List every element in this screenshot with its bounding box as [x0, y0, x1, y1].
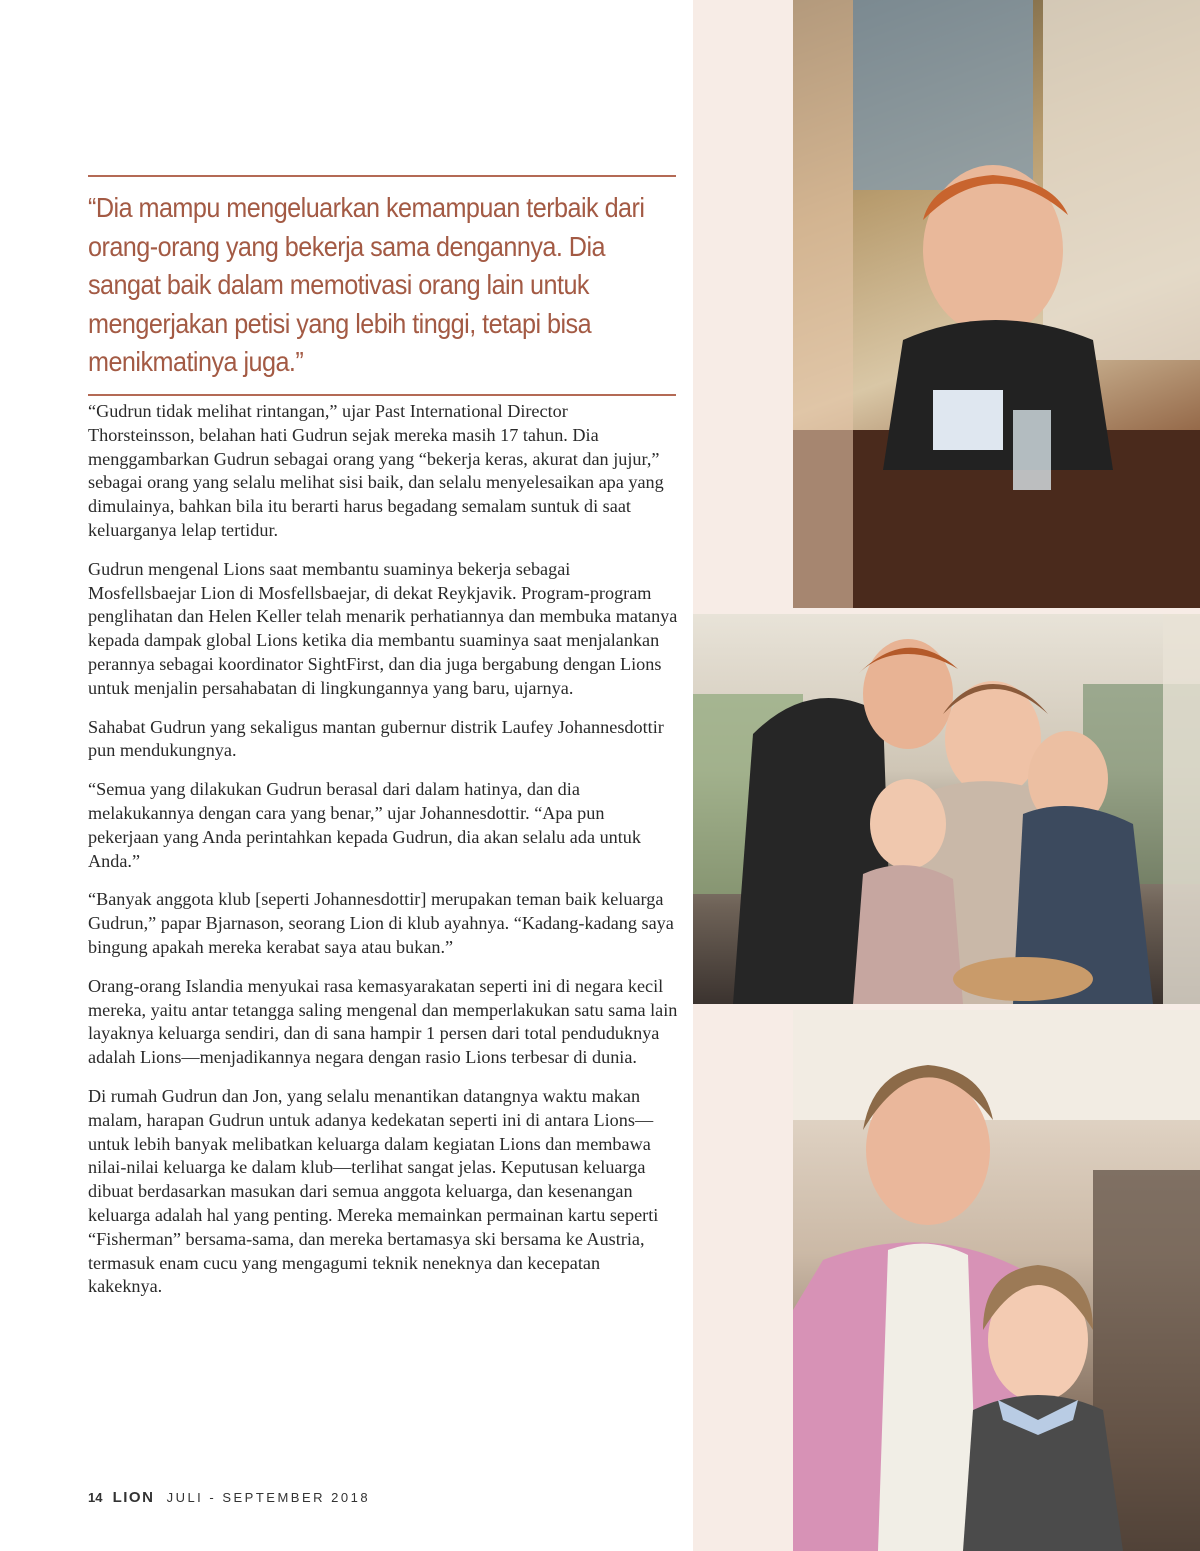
page-footer	[88, 1489, 370, 1506]
pull-quote-top-rule	[88, 175, 676, 177]
issue-date: JULI - SEPTEMBER 2018	[166, 1490, 371, 1505]
photo-woman-with-granddaughter	[793, 1010, 1200, 1551]
page-number: 14	[88, 1490, 103, 1505]
paragraph: Gudrun mengenal Lions saat membantu suaminya bekerja sebagai Mosfellsbaejar Lion di Mosfellsbaejar, di dekat Reykjavik. Program-program penglihatan dan Helen Keller telah menarik perhatiannya dan membuka matanya kepada dampak global Lions ketika dia membantu suaminya saat menjalankan perannya sebagai koordinator SightFirst, dan dia juga bergabung dengan Lions untuk menjalin persahabatan di lingkungannya yang baru, ujarnya.	[88, 558, 678, 698]
pull-quote-block	[88, 175, 676, 396]
paragraph: “Gudrun tidak melihat rintangan,” ujar Past International Director Thorsteinsson, belahan hati Gudrun sejak mereka masih 17 tahun. Dia menggambarkan Gudrun sebagai orang yang “bekerja keras, akurat dan jujur,” sebagai orang yang selalu melihat sisi baik, dan selalu menyelesaikan apa yang dimulainya, bahkan bila itu berarti harus begadang semalam suntuk di saat keluarganya lelap tertidur.	[88, 401, 664, 540]
pull-quote-bottom-rule	[88, 394, 676, 396]
paragraph: Orang-orang Islandia menyukai rasa kemasyarakatan seperti ini di negara kecil mereka, yaitu antar tetangga saling mengenal dan memperlakukan satu sama lain layaknya keluarga sendiri, dan di sana hampir 1 persen dari total penduduknya adalah Lions—menjadikannya negara dengan rasio Lions terbesar di dunia.	[88, 975, 678, 1068]
magazine-brand: LION	[112, 1489, 155, 1506]
paragraph: Di rumah Gudrun dan Jon, yang selalu menantikan datangnya waktu makan malam, harapan Gudrun untuk adanya kedekatan seperti ini di antara Lions—untuk lebih banyak melibatkan keluarga dalam kegiatan Lions dan membawa nilai-nilai keluarga ke dalam klub—terlihat sangat jelas. Keputusan keluarga dibuat berdasarkan masukan dari semua anggota keluarga, dan kesenangan keluarga adalah hal yang penting. Mereka memainkan permainan kartu seperti “Fisherman” bersama-sama, dan mereka bertamasya ski bersama ke Austria, termasuk enam cucu yang mengagumi teknik neneknya dan kecepatan kakeknya.	[88, 1085, 659, 1297]
photo-boy-playing-cards	[793, 0, 1200, 608]
pull-quote: “Dia mampu mengeluarkan kemampuan terbaik dari orang-orang yang bekerja sama dengannya. Dia sangat baik dalam memotivasi orang lain untuk mengerjakan petisi yang lebih tinggi, tetapi bisa menikmatinya juga.”	[88, 192, 645, 377]
photo-grandmother-with-grandchildren	[693, 614, 1200, 1004]
paragraph: “Banyak anggota klub [seperti Johannesdottir] merupakan teman baik keluarga Gudrun,” papar Bjarnason, seorang Lion di klub ayahnya. “Kadang-kadang saya bingung apakah mereka kerabat saya atau bukan.”	[88, 889, 674, 957]
paragraph: Sahabat Gudrun yang sekaligus mantan gubernur distrik Laufey Johannesdottir pun mendukungnya.	[88, 716, 664, 761]
article-body	[88, 400, 678, 1314]
paragraph: “Semua yang dilakukan Gudrun berasal dari dalam hatinya, dan dia melakukannya dengan cara yang benar,” ujar Johannesdottir. “Apa pun pekerjaan yang Anda perintahkan kepada Gudrun, dia akan selalu ada untuk Anda.”	[88, 779, 641, 871]
